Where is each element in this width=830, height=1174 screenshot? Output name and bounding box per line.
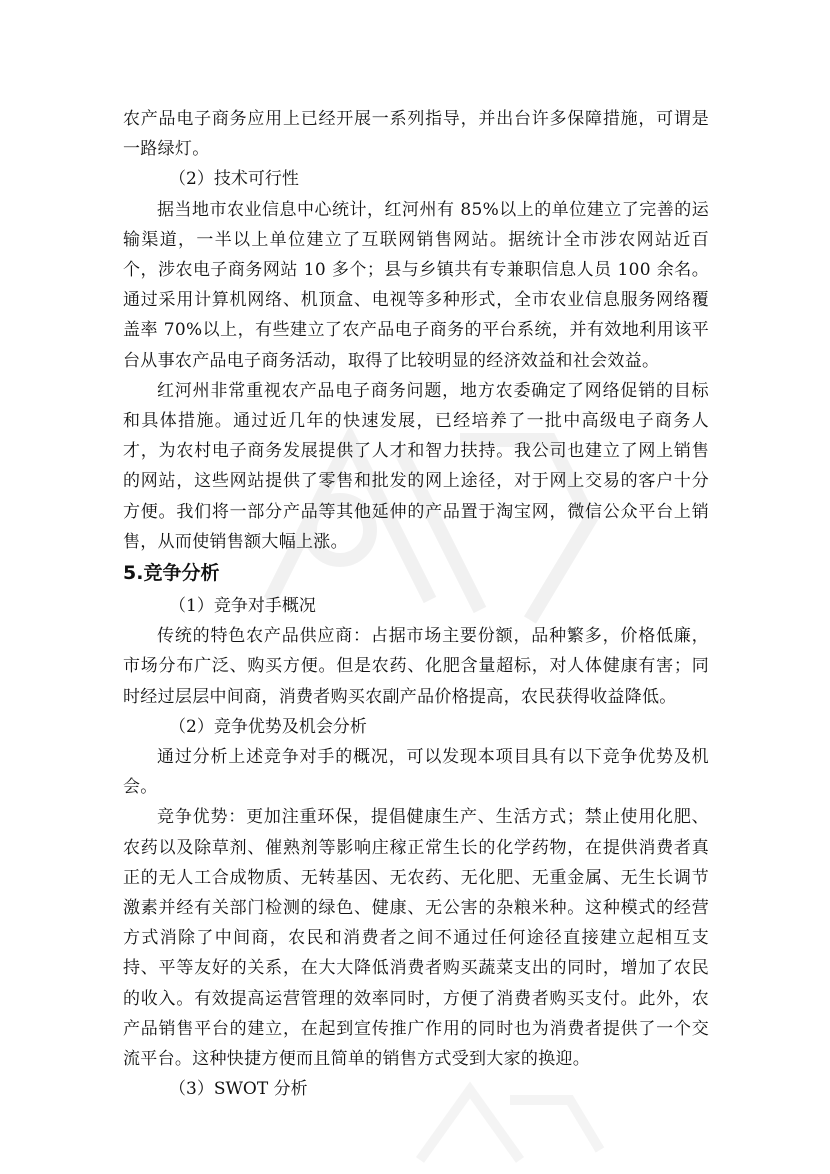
advantage-opportunity-subheading: （2）竞争优势及机会分析 — [169, 716, 367, 737]
competitor-overview-paragraph: 传统的特色农产品供应商：占据市场主要份额，品种繁多，价格低廉，市场分布广泛、购买方便。但是农药、化肥含量超标，对人体健康有害；同时经过层层中间商，消费者购买农副产品价格提高，农民获得收益降低。 — [123, 626, 709, 707]
advantage-detail-paragraph: 竞争优势：更加注重环保，提倡健康生产、生活方式；禁止使用化肥、农药以及除草剂、催熟剂等影响庄稼正常生长的化学药物，在提供消费者真正的无人工合成物质、无转基因、无农药、无化肥、无重金属、无生长调节激素并经有关部门检测的绿色、健康、无公害的杂粮米种。这种模式的经营方式消除了中间商，农民和消费者之间不通过任何途径直接建立起相互支持、平等友好的关系，在大大降低消费者购买蔬菜支出的同时，增加了农民的收入。有效提高运营管理的效率同时，方便了消费者购买支付。此外，农产品销售平台的建立，在起到宣传推广作用的同时也为消费者提供了一个交流平台。这种快捷方便而且简单的销售方式受到大家的换迎。 — [123, 807, 709, 1070]
technical-paragraph-2: 红河州非常重视农产品电子商务问题，地方农委确定了网络促销的目标和具体措施。通过近几年的快速发展，已经培养了一批中高级电子商务人才，为农村电子商务发展提供了人才和智力扶持。我公司也建立了网上销售的网站，这些网站提供了零售和批发的网上途径，对于网上交易的客户十分方便。我们将一部分产品等其他延伸的产品置于淘宝网，微信公众平台上销售，从而使销售额大幅上涨。 — [123, 380, 709, 552]
document-body — [123, 104, 709, 1105]
intro-continuation-paragraph: 农产品电子商务应用上已经开展一系列指导，并出台许多保障措施，可谓是一路绿灯。 — [123, 109, 709, 160]
section-heading-competition: 5.竞争分析 — [123, 562, 220, 585]
competitor-overview-subheading: （1）竞争对手概况 — [169, 596, 316, 617]
advantage-intro-paragraph: 通过分析上述竞争对手的概况，可以发现本项目具有以下竞争优势及机会。 — [123, 747, 709, 798]
technical-paragraph-1: 据当地市农业信息中心统计，红河州有 85%以上的单位建立了完善的运输渠道，一半以上单位建立了互联网销售网站。据统计全市涉农网站近百个，涉农电子商务网站 10 多个；县与乡镇共有专兼职信息人员 100 余名。通过采用计算机网络、机顶盒、电视等多种形式，全市农业信息服务网络覆盖率 70%以上，有些建立了农产品电子商务的平台系统，并有效地利用该平台从事农产品电子商务活动，取得了比较明显的经济效益和社会效益。 — [123, 199, 709, 371]
swot-subheading: （3）SWOT 分析 — [169, 1079, 308, 1100]
technical-feasibility-subheading: （2）技术可行性 — [169, 169, 299, 190]
